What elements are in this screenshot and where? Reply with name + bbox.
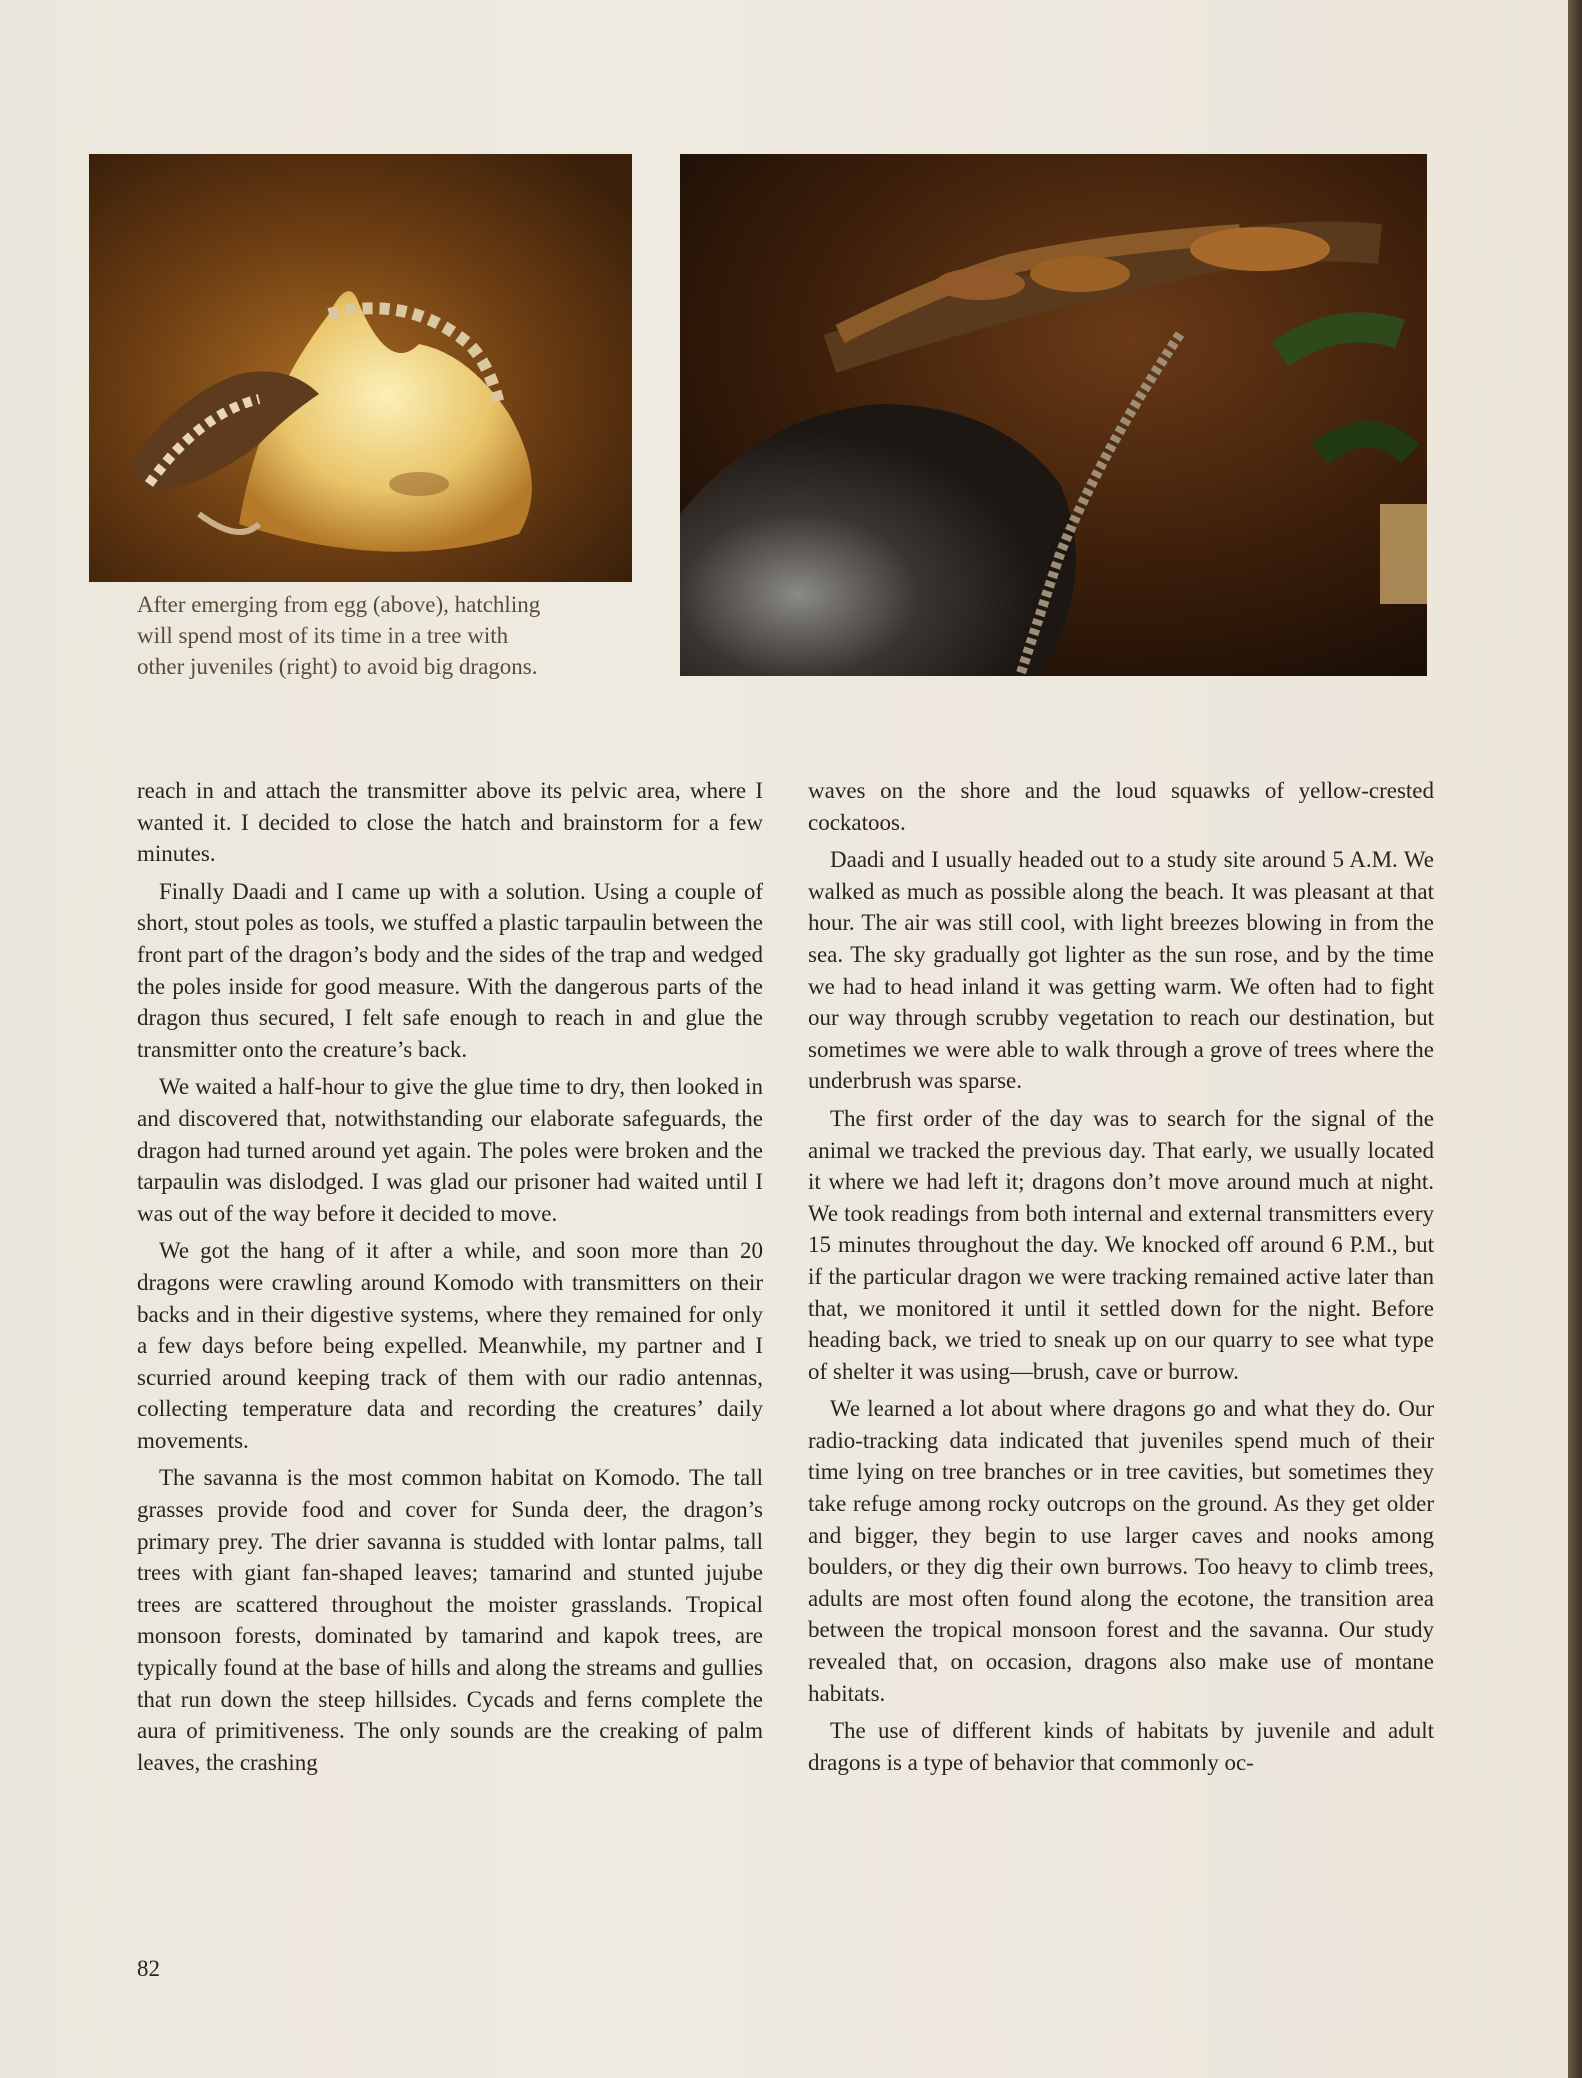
caption-line: other juveniles (right) to avoid big dragons. xyxy=(137,654,538,679)
paragraph: We got the hang of it after a while, and soon more than 20 dragons were crawling around Komodo with transmitters on their backs and in their digestive systems, where they remained for only a few days before being expelled. Meanwhile, my partner and I scurried around keeping track of them with our radio antennas, collecting temperature data and recording the creatures’ daily movements. xyxy=(137,1238,763,1453)
page-number: 82 xyxy=(137,1956,160,1981)
caption-line: After emerging from egg (above), hatchling xyxy=(137,592,541,617)
paragraph: We learned a lot about where dragons go and what they do. Our radio-tracking data indicated that juveniles spend much of their time lying on tree branches or in tree cavities, but sometimes they take refuge among rocky outcrops on the ground. As they get older and bigger, they begin to use larger caves and nooks among boulders, or they dig their own burrows. Too heavy to climb trees, adults are most often found along the ecotone, the transition area between the tropical monsoon forest and the savanna. Our study revealed that, on occasion, dragons also make use of montane habitats. xyxy=(808,1396,1434,1706)
caption-line: will spend most of its time in a tree with xyxy=(137,623,509,648)
paragraph: waves on the shore and the loud squawks of yellow-crested cockatoos. xyxy=(808,778,1434,835)
page-edge-shadow xyxy=(1568,0,1582,2078)
paragraph: We waited a half-hour to give the glue time to dry, then looked in and discovered that, notwithstanding our elaborate safeguards, the dragon had turned around yet again. The poles were broken and the tarpaulin was dislodged. I was glad our prisoner had waited until I was out of the way before it decided to move. xyxy=(137,1074,763,1226)
hatchling-egg-photo xyxy=(89,154,632,582)
paragraph: The use of different kinds of habitats by juvenile and adult dragons is a type of behavior that commonly oc- xyxy=(808,1718,1434,1775)
right-text-column xyxy=(808,775,1434,1784)
paragraph: The first order of the day was to search for the signal of the animal we tracked the previous day. That early, we usually located it where we had left it; dragons don’t move around much at night. We took readings from both internal and external transmitters every 15 minutes throughout the day. We knocked off around 6 P.M., but if the particular dragon we were tracking remained active later than that, we monitored it until it settled down for the night. Before heading back, we tried to sneak up on our quarry to see what type of shelter it was using—brush, cave or burrow. xyxy=(808,1105,1434,1384)
paragraph: Daadi and I usually headed out to a study site around 5 A.M. We walked as much as possible along the beach. It was pleasant at that hour. The air was still cool, with light breezes blowing in from the sea. The sky gradually got lighter as the sun rose, and by the time we had to head inland it was getting warm. We often had to fight our way through scrubby vegetation to reach our destination, but sometimes we were able to walk through a grove of trees where the underbrush was sparse. xyxy=(808,847,1434,1094)
paragraph: The savanna is the most common habitat on Komodo. The tall grasses provide food and cover for Sunda deer, the dragon’s primary prey. The drier savanna is studded with lontar palms, tall trees with giant fan-shaped leaves; tamarind and stunted jujube trees are scattered throughout the moister grasslands. Tropical monsoon forests, dominated by tamarind and kapok trees, are typically found at the base of hills and along the streams and gullies that run down the steep hillsides. Cycads and ferns complete the aura of primitiveness. The only sounds are the creaking of palm leaves, the crashing xyxy=(137,1465,763,1775)
paragraph: reach in and attach the transmitter above its pelvic area, where I wanted it. I decided to close the hatch and brainstorm for a few minutes. xyxy=(137,778,763,867)
paragraph: Finally Daadi and I came up with a solution. Using a couple of short, stout poles as tools, we stuffed a plastic tarpaulin between the front part of the dragon’s body and the sides of the trap and wedged the poles inside for good measure. With the dangerous parts of the dragon thus secured, I felt safe enough to reach in and glue the transmitter onto the creature’s back. xyxy=(137,878,763,1062)
left-text-column xyxy=(137,775,763,1784)
juveniles-in-tree-photo xyxy=(680,154,1427,676)
photo-caption xyxy=(137,589,657,682)
